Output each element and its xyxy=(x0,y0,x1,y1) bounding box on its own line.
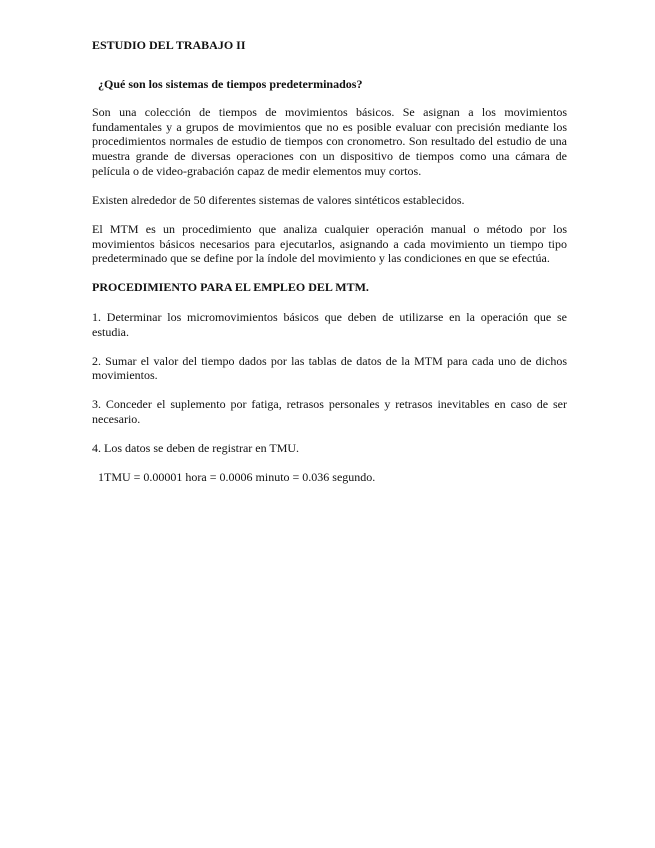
procedure-step-1: 1. Determinar los micromovimientos básicos que deben de utilizarse en la operación que se estudia. xyxy=(92,309,567,339)
document-title: ESTUDIO DEL TRABAJO II xyxy=(92,38,246,52)
tmu-conversion-formula: 1TMU = 0.00001 hora = 0.0006 minuto = 0.036 segundo. xyxy=(98,470,376,485)
paragraph-mtm-definition: El MTM es un procedimiento que analiza cualquier operación manual o método por los movimientos básicos necesarios para ejecutarlos, asignando a cada movimiento un tiempo tipo predeterminado que se define por la índole del movimiento y las condiciones en que se efectúa. xyxy=(92,221,567,266)
procedure-step-3: 3. Conceder el suplemento por fatiga, retrasos personales y retrasos inevitables en caso de ser necesario. xyxy=(92,397,567,427)
document-page xyxy=(92,38,567,485)
paragraph-definition: Son una colección de tiempos de movimientos básicos. Se asignan a los movimientos fundamentales y a grupos de movimientos que no es posible evaluar con precisión mediante los procedimientos normales de estudio de tiempos con cronometro. Son resultado del estudio de una muestra grande de diversas operaciones con un dispositivo de tiempos como una cámara de película o de video-grabación capaz de medir elementos muy cortos. xyxy=(92,105,567,178)
question-heading: ¿Qué son los sistemas de tiempos predeterminados? xyxy=(98,76,363,91)
procedure-step-4: 4. Los datos se deben de registrar en TMU. xyxy=(92,441,300,456)
paragraph-systems-count: Existen alrededor de 50 diferentes sistemas de valores sintéticos establecidos. xyxy=(92,192,465,207)
procedure-step-2: 2. Sumar el valor del tiempo dados por las tablas de datos de la MTM para cada uno de dichos movimientos. xyxy=(92,353,567,383)
section-title: PROCEDIMIENTO PARA EL EMPLEO DEL MTM. xyxy=(92,280,369,295)
